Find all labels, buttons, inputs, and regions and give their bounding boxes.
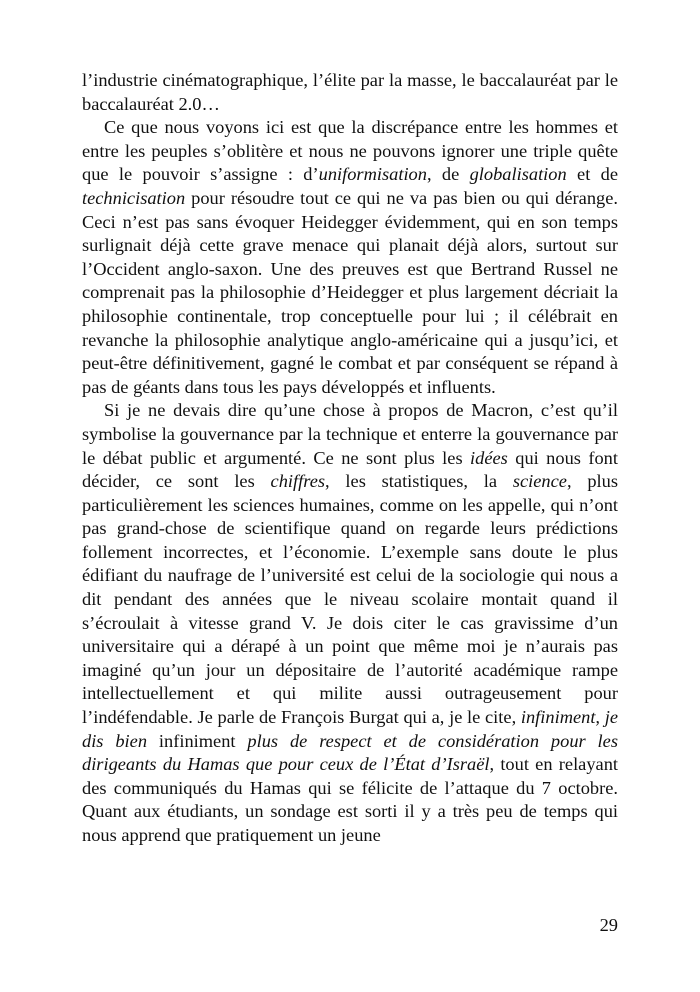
text-run: pour résoudre tout ce qui ne va pas bien ou qui dérange. Ceci n’est pas sans évoquer Heidegger évidemment, qui en son temps surlignait déjà cette grave menace qui planait déjà alors, surtout sur l’Occident anglo-saxon. Une des preuves est que Bertrand Russel ne comprenait pas la philosophie d’Heidegger et plus largement décriait la philosophie continentale, trop conceptuelle pour lui ; il célébrait en revanche la philosophie analytique anglo-américaine qui a jusqu’ici, et peut-être définitivement, gagné le combat et par conséquent se répand à pas de géants dans tous les pays développés et influents. — [82, 187, 618, 397]
text-run: et de — [566, 164, 619, 185]
paragraph — [82, 69, 618, 116]
italic-text: chiffres — [270, 471, 326, 492]
text-run: , tout en relayant des communiqués du Hamas qui se félicite de l’attaque du 7 octobre. Quant aux étudiants, un sondage est sorti il y a très peu de temps qui nous apprend que pratiquement un jeune — [82, 754, 618, 845]
italic-text: globalisation — [469, 164, 567, 185]
italic-text: infiniment, je dis bien — [82, 707, 618, 751]
text-run: Si je ne devais dire qu’une chose à propos de Macron, c’est qu’il symbolise la gouvernance par la technique et enterre la gouvernance par le débat public et argumenté. Ce ne sont plus les — [82, 400, 618, 468]
page-number: 29 — [599, 915, 618, 935]
italic-text: technicisation — [82, 187, 186, 208]
italic-text: plus de respect et de considération pour les dirigeants du Hamas que pour ceux de l’État d’Israël — [82, 730, 618, 775]
text-run: qui nous font décider, ce sont les — [82, 447, 618, 492]
body-text — [82, 69, 618, 848]
text-run: , les statistiques, la — [325, 471, 513, 492]
paragraph — [82, 116, 618, 399]
text-run: infiniment — [147, 730, 248, 751]
text-run: Ce que nous voyons ici est que la discrépance entre les hommes et entre les peuples s’oblitère et nous ne pouvons ignorer une triple quête que le pouvoir s’assigne : d’ — [82, 117, 618, 185]
paragraph — [82, 399, 618, 847]
italic-text: uniformisation — [318, 164, 427, 185]
text-run: , plus particulièrement les sciences humaines, comme on les appelle, qui n’ont pas grand-chose de scientifique quand on regarde leurs prédictions follement incorrectes, et l’économie. L’exemple sans doute le plus édifiant du naufrage de l’université est celui de la sociologie qui nous a dit pendant des années que le niveau scolaire montait quand il s’écroulait à vitesse grand V. Je dois citer le cas gravissime d’un universitaire qui a dérapé à un point que même moi je n’aurais pas imaginé qu’un jour un dépositaire de l’autorité académique rampe intellectuellement et qui milite aussi outrageusement pour l’indéfendable. Je parle de François Burgat qui a, je le cite, — [82, 471, 618, 728]
italic-text: idées — [470, 447, 508, 468]
text-run: l’industrie cinématographique, l’élite par la masse, le baccalauréat par le baccalauréat 2.0… — [82, 70, 618, 114]
text-run: , de — [426, 164, 470, 185]
italic-text: science — [512, 471, 567, 492]
